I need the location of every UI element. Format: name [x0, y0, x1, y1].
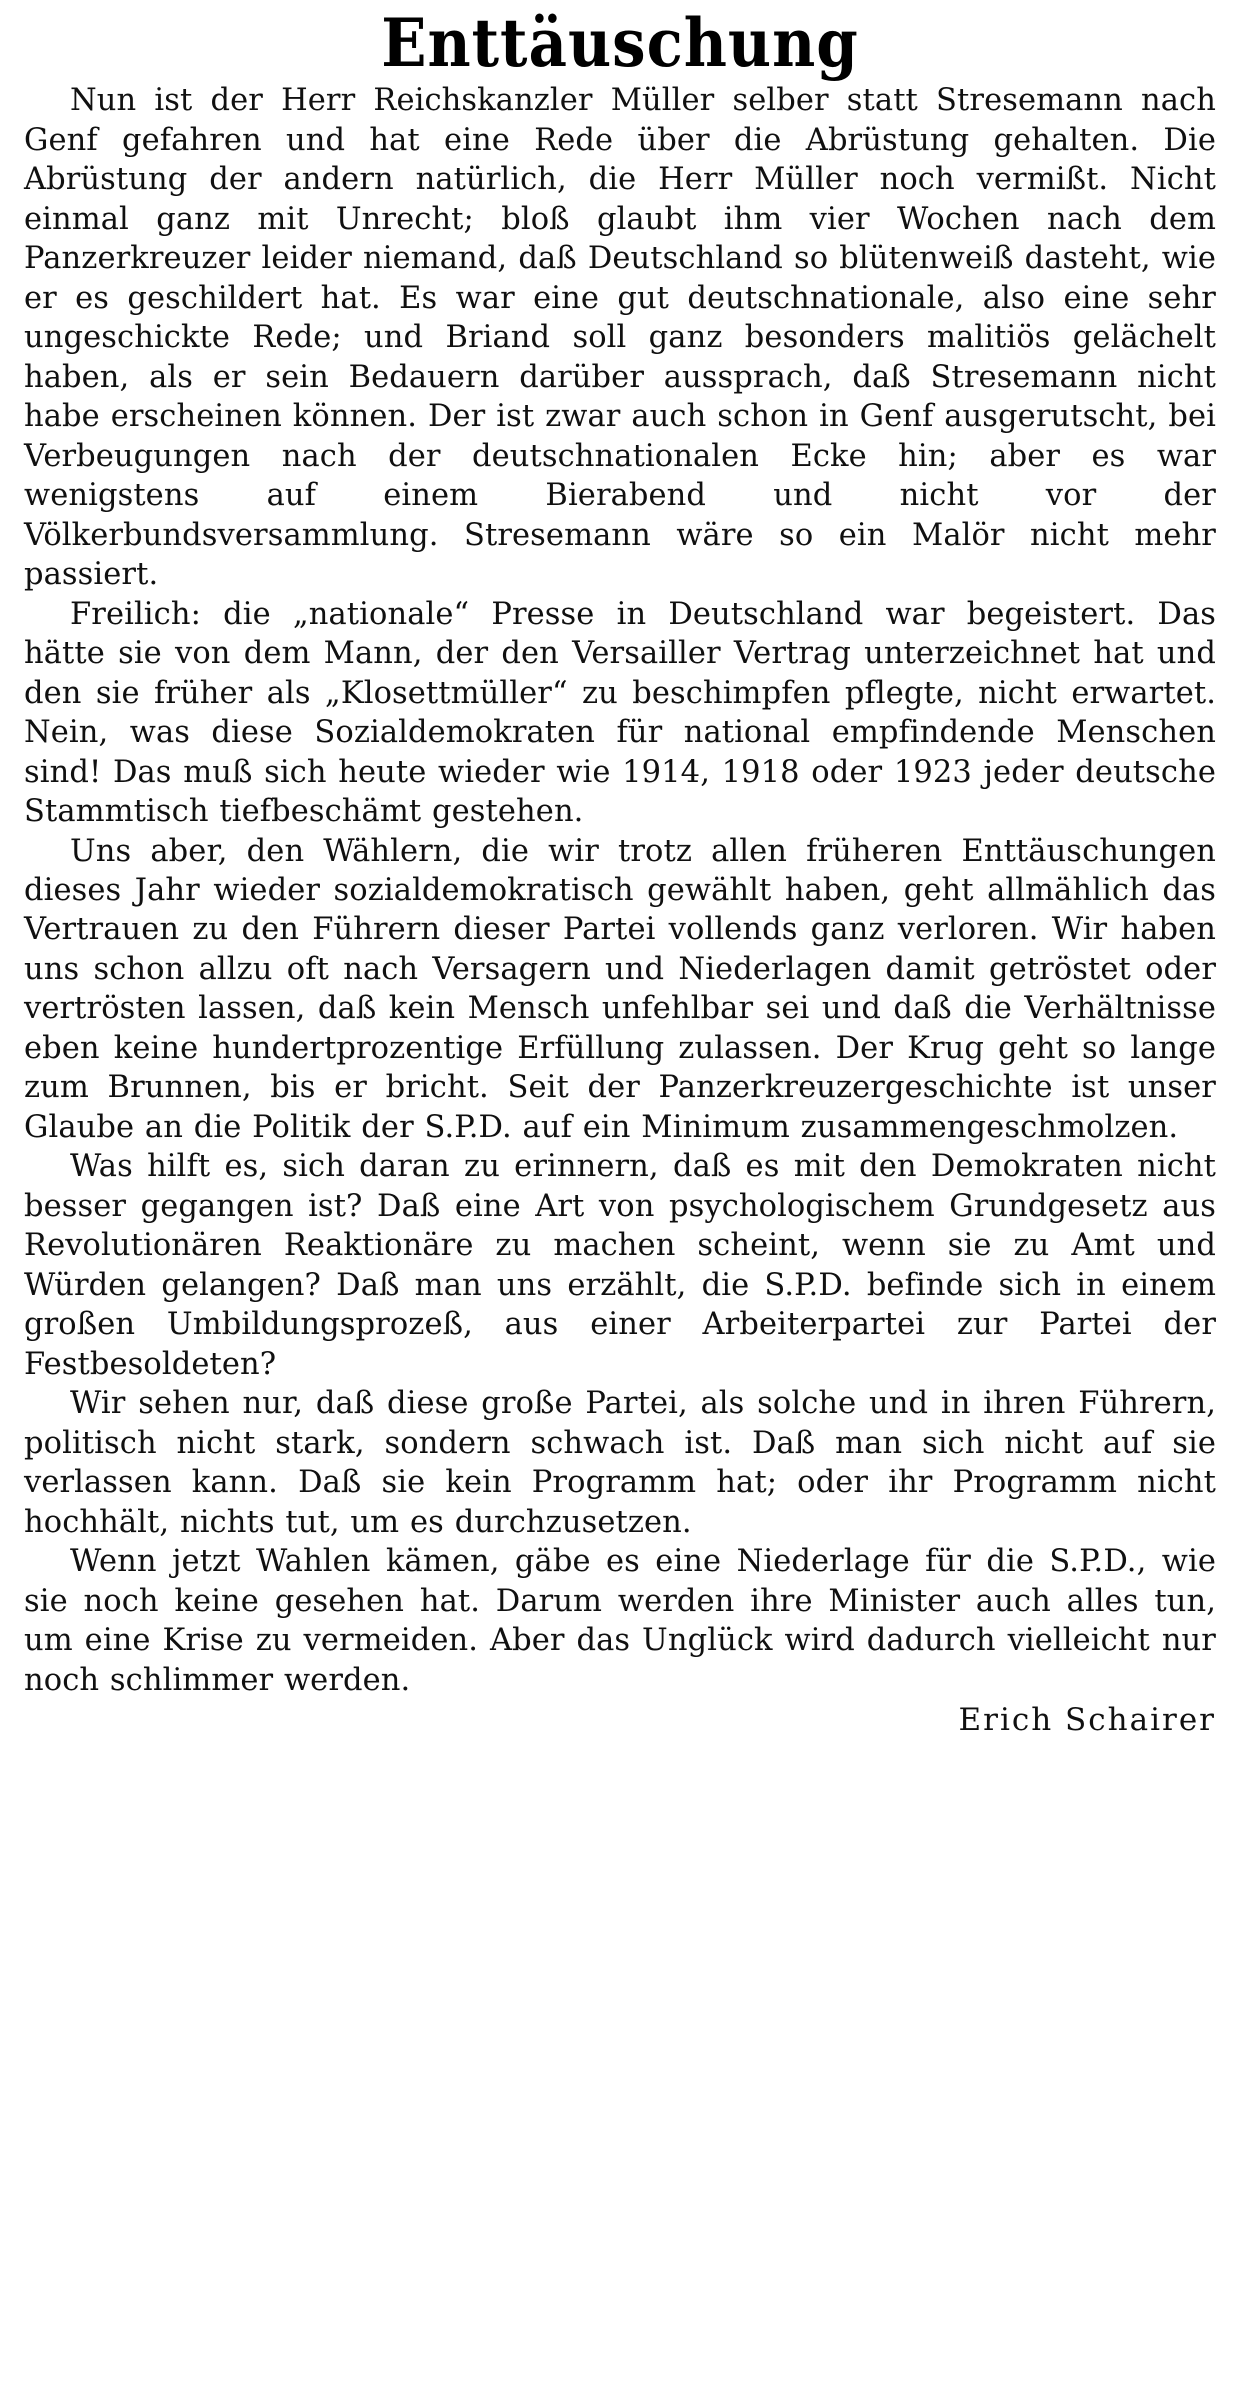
paragraph-2: Freilich: die „nationale“ Presse in Deutschland war begeistert. Das hätte sie von dem Mann, der den Versailler Vertrag unterzeichnet hat und den sie früher als „Klosettmüller“ zu beschimpfen pflegte, nicht erwartet. Nein, was diese Sozialdemokraten für national empfindende Menschen sind! Das muß sich heute wieder wie 1914, 1918 oder 1923 jeder deutsche Stammtisch tiefbeschämt gestehen.: [24, 596, 1216, 830]
paragraph-5: Wir sehen nur, daß diese große Partei, als solche und in ihren Führern, politisch nicht stark, sondern schwach ist. Daß man sich nicht auf sie verlassen kann. Daß sie kein Programm hat; oder ihr Programm nicht hochhält, nichts tut, um es durchzusetzen.: [24, 1386, 1216, 1540]
paragraph-1: Nun ist der Herr Reichskanzler Müller selber statt Stresemann nach Genf gefahren und hat eine Rede über die Abrüstung gehalten. Die Abrüstung der andern natürlich, die Herr Müller noch vermißt. Nicht einmal ganz mit Unrecht; bloß glaubt ihm vier Wochen nach dem Panzerkreuzer leider niemand, daß Deutschland so blütenweiß dasteht, wie er es geschildert hat. Es war eine gut deutschnationale, also eine sehr ungeschickte Rede; und Briand soll ganz besonders malitiös gelächelt haben, als er sein Bedauern darüber aussprach, daß Stresemann nicht habe erscheinen können. Der ist zwar auch schon in Genf ausgerutscht, bei Verbeugungen nach der deutschnationalen Ecke hin; aber es war wenigstens auf einem Bierabend und nicht vor der Völkerbundsversammlung. Stresemann wäre so ein Malör nicht mehr passiert.: [24, 83, 1216, 593]
article-body: [24, 81, 1216, 1700]
page-title: Enttäuschung: [381, 4, 859, 82]
paragraph-6: Wenn jetzt Wahlen kämen, gäbe es eine Niederlage für die S.P.D., wie sie noch keine gesehen hat. Darum werden ihre Minister auch alles tun, um eine Krise zu vermeiden. Aber das Unglück wird dadurch vielleicht nur noch schlimmer werden.: [24, 1544, 1216, 1698]
paragraph-4: Was hilft es, sich daran zu erinnern, daß es mit den Demokraten nicht besser gegangen ist? Daß eine Art von psychologischem Grundgesetz aus Revolutionären Reaktionäre zu machen scheint, wenn sie zu Amt und Würden gelangen? Daß man uns erzählt, die S.P.D. befinde sich in einem großen Umbildungsprozeß, aus einer Arbeiterpartei zur Partei der Festbesoldeten?: [24, 1149, 1216, 1382]
author-signature: Erich Schairer: [958, 1702, 1216, 1739]
paragraph-3: Uns aber, den Wählern, die wir trotz allen früheren Enttäuschungen dieses Jahr wieder sozialdemokratisch gewählt haben, geht allmählich das Vertrauen zu den Führern dieser Partei vollends ganz verloren. Wir haben uns schon allzu oft nach Versagern und Niederlagen damit getröstet oder vertrösten lassen, daß kein Mensch unfehlbar sei und daß die Verhältnisse eben keine hundertprozentige Erfüllung zulassen. Der Krug geht so lange zum Brunnen, bis er bricht. Seit der Panzerkreuzergeschichte ist unser Glaube an die Politik der S.P.D. auf ein Minimum zusammengeschmolzen.: [24, 833, 1216, 1145]
